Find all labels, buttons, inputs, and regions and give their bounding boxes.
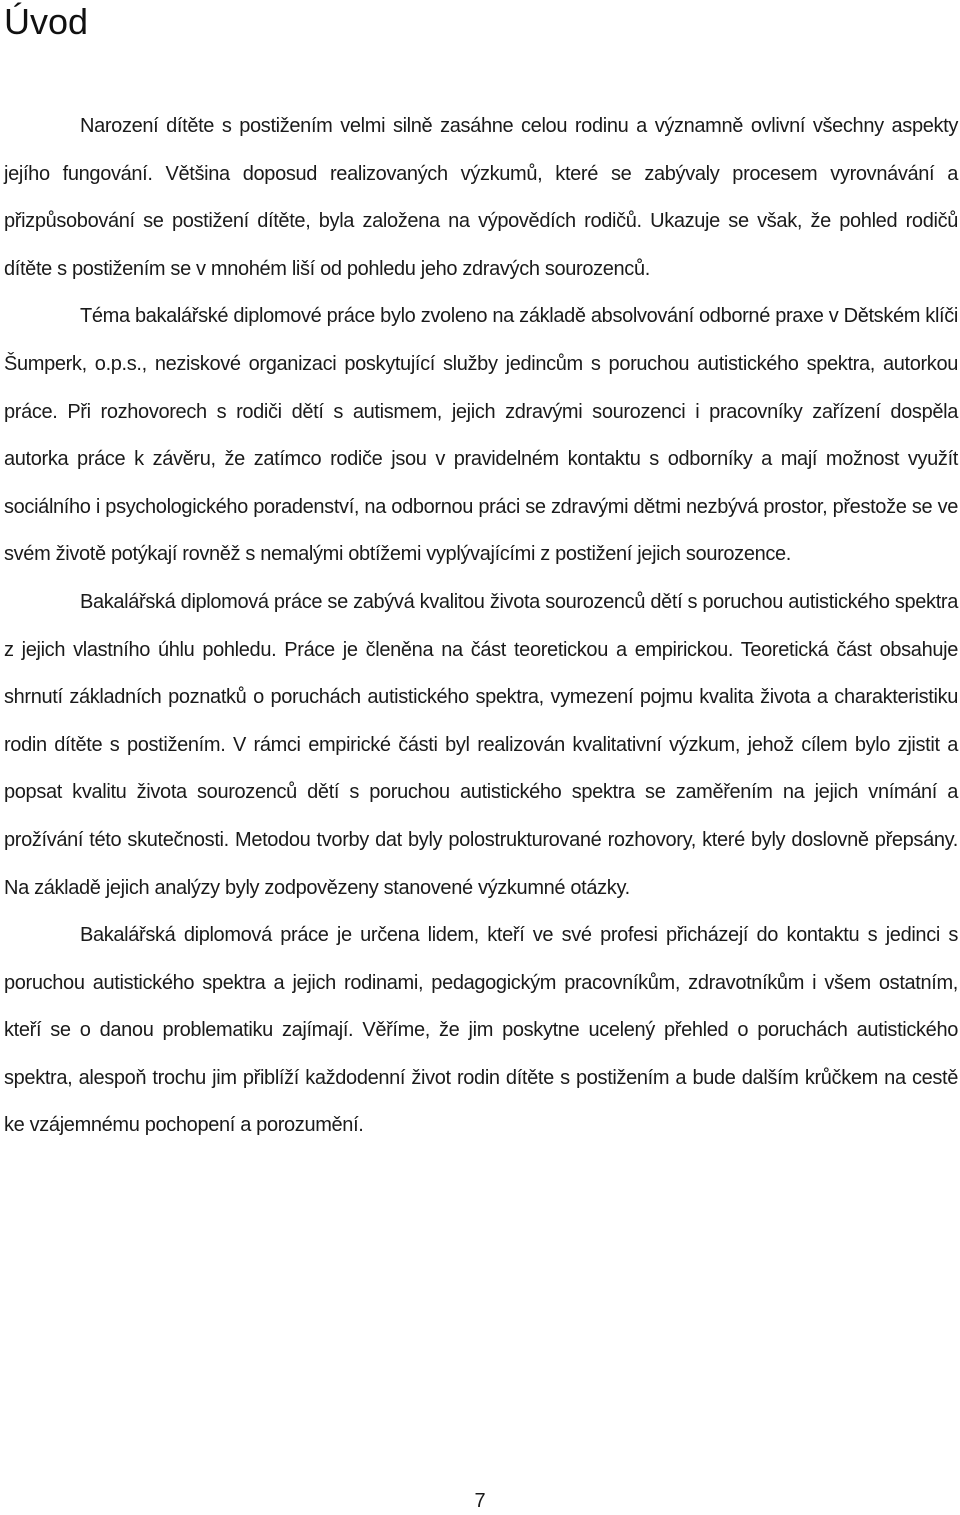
paragraph-topic: Téma bakalářské diplomové práce bylo zvoleno na základě absolvování odborné praxe v Dětském klíči Šumperk, o.p.s., neziskové organizaci poskytující služby jedincům s poruchou autistického spektra, autorkou práce. Při rozhovorech s rodiči dětí s autismem, jejich zdravými sourozenci i pracovníky zařízení dospěla autorka práce k závěru, že zatímco rodiče jsou v pravidelném kontaktu s odborníky a mají možnost využít sociálního i psychologického poradenství, na odbornou práci se zdravými dětmi nezbývá prostor, přestože se ve svém životě potýkají rovněž s nemalými obtížemi vyplývajícími z postižení jejich sourozence. bbox=[4, 305, 958, 566]
paragraph-structure: Bakalářská diplomová práce se zabývá kvalitou života sourozenců dětí s poruchou autistického spektra z jejich vlastního úhlu pohledu. Práce je členěna na část teoretickou a empirickou. Teoretická část obsahuje shrnutí základních poznatků o poruchách autistického spektra, vymezení pojmu kvalita života a charakteristiku rodin dítěte s postižením. V rámci empirické části byl realizován kvalitativní výzkum, jehož cílem bylo zjistit a popsat kvalitu života sourozenců dětí s poruchou autistického spektra se zaměřením na jejich vnímání a prožívání této skutečnosti. Metodou tvorby dat byly polostrukturované rozhovory, které byly doslovně přepsány. Na základě jejich analýzy byly zodpovězeny stanovené výzkumné otázky. bbox=[4, 590, 958, 899]
paragraph-audience: Bakalářská diplomová práce je určena lidem, kteří ve své profesi přicházejí do kontaktu s jedinci s poruchou autistického spektra a jejich rodinami, pedagogickým pracovníkům, zdravotníkům i všem ostatním, kteří se o danou problematiku zajímají. Věříme, že jim poskytne ucelený přehled o poruchách autistického spektra, alespoň trochu jim přiblíží každodenní život rodin dítěte s postižením a bude dalším krůčkem na cestě ke vzájemnému pochopení a porozumění. bbox=[4, 924, 958, 1137]
paragraph-intro: Narození dítěte s postižením velmi silně zasáhne celou rodinu a významně ovlivní všechny aspekty jejího fungování. Většina doposud realizovaných výzkumů, které se zabývaly procesem vyrovnávání a přizpůsobování se postižení dítěte, byla založena na výpovědích rodičů. Ukazuje se však, že pohled rodičů dítěte s postižením se v mnohém liší od pohledu jeho zdravých sourozenců. bbox=[4, 115, 958, 280]
chapter-heading: Úvod bbox=[4, 1, 89, 42]
page-number: 7 bbox=[474, 1490, 486, 1512]
body-text bbox=[4, 103, 958, 1150]
